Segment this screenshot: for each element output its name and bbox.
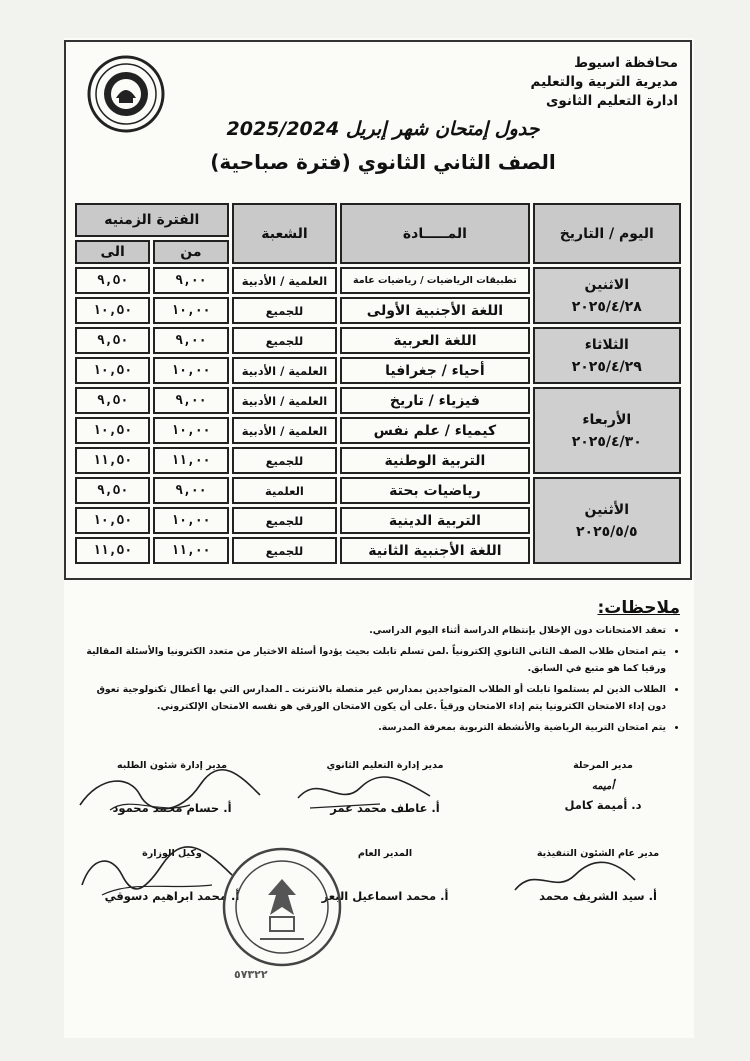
subject-cell: تطبيقات الرياضيات / رياضيات عامة: [340, 267, 529, 294]
table-row: [75, 387, 681, 414]
branch-cell: للجميع: [232, 507, 338, 534]
day-date-cell: [533, 477, 682, 564]
signature-title: مدير المرحلة: [573, 760, 633, 771]
signature-name: أ. سيد الشريف محمد: [539, 889, 657, 903]
subject-cell: كيمياء / علم نفس: [340, 417, 529, 444]
header-day-date: اليوم / التاريخ: [533, 203, 682, 264]
notes-section: [76, 598, 680, 740]
signature-title: مدير إدارة التعليم الثانوي: [326, 760, 444, 771]
note-item: • يتم امتحان طلاب الصف الثاني الثانوي إلكترونياً .لمن تسلم تابلت بحيث يؤدوا أسئلة الاختيار من متعدد الكترونيا والأسئلة المقالية ورقيا كما هو متبع في السابق.: [76, 643, 666, 677]
branch-cell: العلمية / الأدبية: [232, 417, 338, 444]
from-cell: ٩,٠٠: [153, 477, 228, 504]
to-cell: ١١,٥٠: [75, 447, 150, 474]
table-row: [75, 477, 681, 504]
authority-block: [531, 54, 678, 111]
from-cell: ١٠,٠٠: [153, 357, 228, 384]
branch-cell: للجميع: [232, 537, 338, 564]
signature-scribble-icon: [505, 855, 645, 905]
header-to: الى: [75, 240, 150, 264]
subject-cell: اللغة الأجنبية الثانية: [340, 537, 529, 564]
header-period: الفترة الزمنيه: [75, 203, 229, 237]
from-cell: ٩,٠٠: [153, 387, 228, 414]
exam-schedule-table: [72, 200, 684, 567]
to-cell: ٩,٥٠: [75, 387, 150, 414]
from-cell: ١٠,٠٠: [153, 417, 228, 444]
branch-cell: للجميع: [232, 297, 338, 324]
subject-cell: أحياء / جغرافيا: [340, 357, 529, 384]
signature-block: [528, 760, 678, 812]
to-cell: ٩,٥٠: [75, 267, 150, 294]
to-cell: ١٠,٥٠: [75, 297, 150, 324]
day-name: الأربعاء: [582, 411, 632, 428]
from-cell: ١٠,٠٠: [153, 507, 228, 534]
branch-cell: العلمية: [232, 477, 338, 504]
branch-cell: العلمية / الأدبية: [232, 357, 338, 384]
handwritten-initials: أميمه: [591, 781, 615, 792]
from-cell: ١١,٠٠: [153, 447, 228, 474]
table-row: [75, 267, 681, 294]
signature-scribble-icon: [290, 768, 440, 818]
header-subject: المـــــادة: [340, 203, 529, 264]
exam-subtitle: الصف الثاني الثانوي (فترة صباحية): [210, 150, 556, 174]
from-cell: ١٠,٠٠: [153, 297, 228, 324]
branch-cell: العلمية / الأدبية: [232, 267, 338, 294]
official-seal-icon: [220, 845, 345, 970]
department-name: ادارة التعليم الثانوى: [546, 93, 678, 109]
day-date-cell: [533, 267, 682, 324]
exam-date: ٢٠٢٥/٤/٣٠: [571, 433, 642, 450]
subject-cell: التربية الدينية: [340, 507, 529, 534]
day-name: الاثنين: [584, 276, 629, 293]
day-name: الأثنين: [584, 501, 629, 518]
to-cell: ١٠,٥٠: [75, 417, 150, 444]
to-cell: ٩,٥٠: [75, 327, 150, 354]
notes-list: [76, 622, 680, 736]
note-item: • الطلاب الذين لم يستلموا تابلت أو الطلاب المتواجدين بمدارس غير متصلة بالانترنت ـ المدارس التي بها أعطال تكنولوجية تعوق دون إداء الامتحان الكترونيا يتم إداء الامتحان ورقياً .على أن يكون الامتحان الورقي هو نفسه الامتحان الإلكتروني.: [76, 681, 666, 715]
day-name: الثلاثاء: [584, 336, 629, 353]
from-cell: ١١,٠٠: [153, 537, 228, 564]
signature-name: أ. عاطف محمد عمر: [330, 801, 440, 815]
signature-name: د. أميمة كامل: [564, 798, 642, 812]
subject-cell: فيزياء / تاريخ: [340, 387, 529, 414]
to-cell: ١٠,٥٠: [75, 507, 150, 534]
serial-number: ٥٧٣٢٢: [234, 968, 268, 981]
from-cell: ٩,٠٠: [153, 327, 228, 354]
signature-title: المدير العام: [357, 848, 413, 859]
notes-title: ملاحظات:: [597, 598, 680, 618]
table-row: [75, 327, 681, 354]
header-from: من: [153, 240, 228, 264]
exam-title: جدول إمتحان شهر إبريل 2025/2024: [226, 118, 540, 140]
directorate-name: مديرية التربية والتعليم: [530, 74, 678, 90]
branch-cell: للجميع: [232, 447, 338, 474]
branch-cell: للجميع: [232, 327, 338, 354]
subject-cell: رياضيات بحتة: [340, 477, 529, 504]
signature-name: أ. حسام محمد محمود: [112, 801, 232, 815]
governorate-name: محافظة اسيوط: [574, 55, 678, 71]
note-item: • يتم امتحان التربية الرياضية والأنشطة التربوية بمعرفة المدرسة.: [76, 719, 666, 736]
signature-title: مدير إدارة شئون الطلبه: [116, 760, 228, 771]
note-item: • تعقد الامتحانات دون الإخلال بإنتظام الدراسة أثناء اليوم الدراسي.: [76, 622, 666, 639]
to-cell: ١٠,٥٠: [75, 357, 150, 384]
signature-scribble-icon: [72, 835, 242, 905]
to-cell: ٩,٥٠: [75, 477, 150, 504]
signature-name: أ. محمد ابراهيم دسوقي: [104, 889, 240, 903]
header-branch: الشعبة: [232, 203, 338, 264]
subject-cell: اللغة العربية: [340, 327, 529, 354]
subject-cell: التربية الوطنية: [340, 447, 529, 474]
document-header: [80, 46, 686, 196]
day-date-cell: [533, 327, 682, 384]
signature-scribble-icon: [70, 765, 270, 825]
exam-date: ٢٠٢٥/٤/٢٩: [571, 358, 642, 375]
signature-title: مدير عام الشئون التنفيذية: [536, 848, 660, 859]
day-date-cell: [533, 387, 682, 474]
exam-date: ٢٠٢٥/٥/٥: [576, 523, 638, 540]
branch-cell: العلمية / الأدبية: [232, 387, 338, 414]
exam-date: ٢٠٢٥/٤/٢٨: [571, 298, 642, 315]
signature-title: وكيل الوزارة: [142, 848, 202, 859]
signature-name: أ. محمد اسماعيل البعر: [321, 889, 449, 903]
to-cell: ١١,٥٠: [75, 537, 150, 564]
from-cell: ٩,٠٠: [153, 267, 228, 294]
subject-cell: اللغة الأجنبية الأولى: [340, 297, 529, 324]
